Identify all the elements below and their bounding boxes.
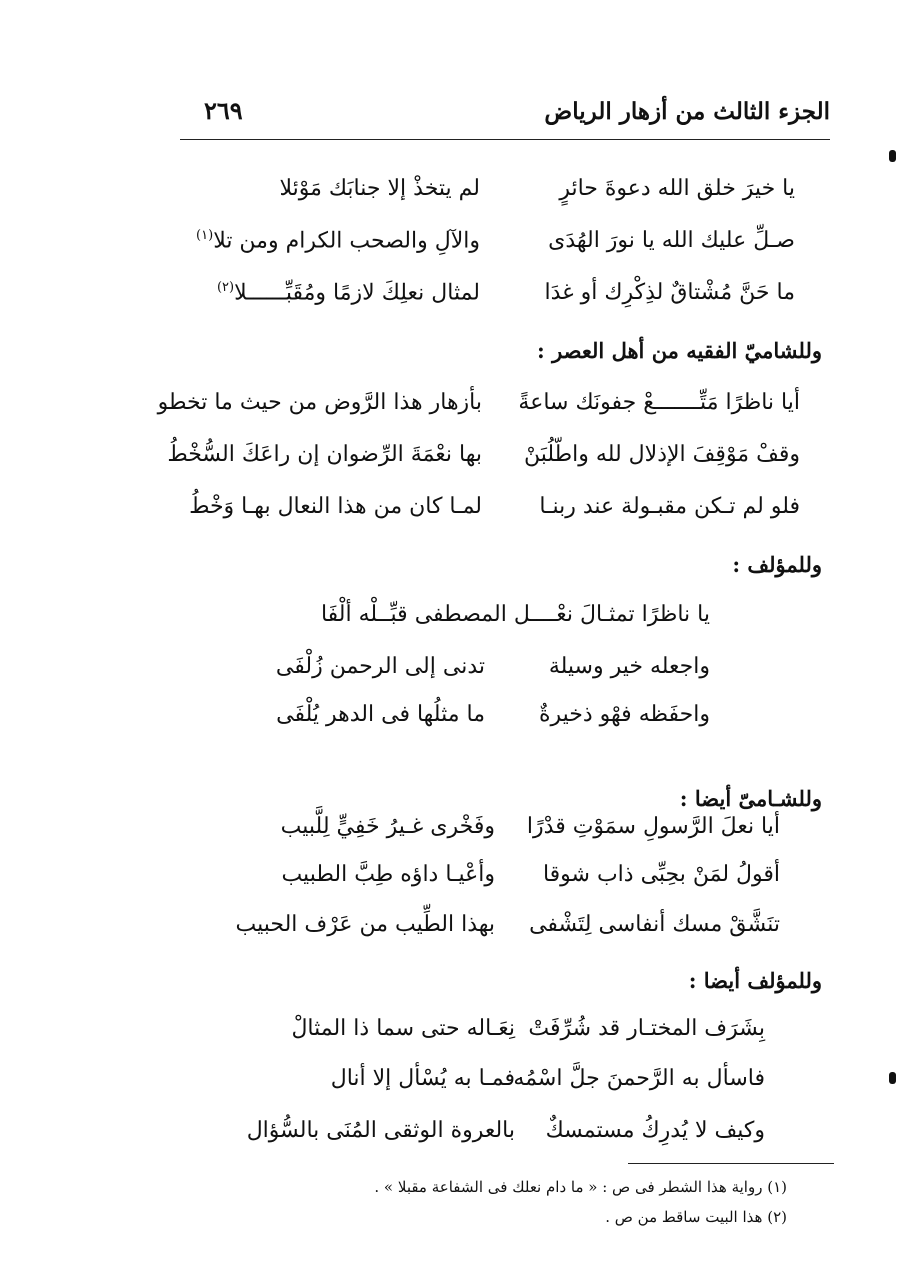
footnote-ref: (١) xyxy=(196,228,214,243)
attribution-heading: وللمؤلف أيضا : xyxy=(688,968,822,993)
verse-line xyxy=(250,1066,765,1110)
verse-line xyxy=(225,862,780,906)
attribution-heading: وللشـامىّ أيضا : xyxy=(679,786,822,811)
verse-second-hemistich: وفَخْرى غـيرُ خَفِيٍّ لِلَّبيب xyxy=(280,814,495,839)
verse-first-hemistich: واجعله خير وسيلة xyxy=(548,654,710,679)
running-title: الجزء الثالث من أزهار الرياض xyxy=(544,98,830,125)
verse-first-hemistich: تنَشَّقْ مسك أنفاسى لِتَشْفى xyxy=(529,912,780,937)
verse-full-line: يا ناظرًا تمثـالَ نعْــــل المصطفى قبِّــلْه ألْفَا xyxy=(320,602,710,627)
verse-second-hemistich: وأعْيـا داؤه طِبَّ الطبيب xyxy=(281,862,495,887)
verse-second-hemistich: لمثال نعلِكَ لازمًا ومُقَبِّــــــلا xyxy=(234,280,480,306)
verse-first-hemistich: يا خيرَ خلق الله دعوةَ حائرٍ xyxy=(559,176,795,201)
verse-line xyxy=(170,176,795,220)
verse-first-hemistich: أيا نعلَ الرَّسولِ سمَوْتِ قدْرًا xyxy=(526,814,780,839)
verse-second-hemistich: بأزهار هذا الرَّوض من حيث ما تخطو xyxy=(157,390,482,415)
verse-second-hemistich: نِعَـاله حتى سما ذا المثالْ xyxy=(291,1016,515,1041)
verse-second-hemistich: لمـا كان من هذا النعال بهـا وَخْطُ xyxy=(189,494,482,519)
verse-second-hemistich: فمـا به يُسْأل إلا أنال xyxy=(330,1066,515,1091)
verse-first-hemistich: صـلِّ عليك الله يا نورَ الهُدَى xyxy=(548,228,795,253)
verse-line xyxy=(170,494,800,538)
verse-second-hemistich: والآلِ والصحب الكرام ومن تلا xyxy=(213,228,480,254)
verse-line-lead xyxy=(280,602,710,646)
verse-first-hemistich: ما حَنَّ مُشْتاقٌ لذِكْرِك أو غدَا xyxy=(544,280,795,305)
verse-line xyxy=(250,1016,765,1060)
verse-first-hemistich: واحفَظه فهْو ذخيرةٌ xyxy=(538,702,710,727)
verse-line xyxy=(246,1118,765,1162)
verse-line xyxy=(225,814,780,858)
footnote-2: (٢) هذا البيت ساقط من ص . xyxy=(605,1208,787,1226)
verse-second-hemistich: بهذا الطِّيب من عَرْف الحبيب xyxy=(235,912,495,937)
header-rule xyxy=(180,139,830,140)
verse-line xyxy=(276,702,710,746)
verse-first-hemistich: أقولُ لمَنْ بحِبِّى ذاب شوقا xyxy=(542,862,780,887)
footnote-1: (١) رواية هذا الشطر فى ص : « ما دام نعلك فى الشفاعة مقبلا » . xyxy=(374,1178,787,1196)
attribution-heading: وللشاميّ الفقيه من أهل العصر : xyxy=(537,338,822,363)
verse-line xyxy=(170,280,795,324)
verse-first-hemistich: فاسأل به الرَّحمنَ جلَّ اسْمُه xyxy=(513,1066,765,1091)
verse-first-hemistich: وقفْ مَوْقِفَ الإذلال لله واطّلُبَنْ xyxy=(523,442,800,467)
verse-first-hemistich: بِشَرَف المختـار قد شُرِّفَتْ xyxy=(528,1016,765,1041)
verse-second-hemistich: بالعروة الوثقى المُنَى بالسُّؤال xyxy=(246,1118,515,1143)
attribution-heading: وللمؤلف : xyxy=(732,552,822,577)
verse-line xyxy=(275,654,710,698)
verse-second-hemistich: بها نعْمَةَ الرِّضوان إن راعَكَ السُّخْطُ xyxy=(167,442,482,467)
margin-mark-bottom xyxy=(889,1072,896,1084)
page-number: ٢٦٩ xyxy=(204,96,243,125)
footnote-rule xyxy=(628,1163,834,1164)
margin-mark-top xyxy=(889,150,896,162)
page-header xyxy=(180,94,830,134)
verse-first-hemistich: فلو لم تـكن مقبـولة عند ربنـا xyxy=(539,494,800,519)
verse-line xyxy=(157,390,800,434)
verse-line xyxy=(170,228,795,272)
verse-first-hemistich: أيا ناظرًا مَتِّـــــــعْ جفونَك ساعةً xyxy=(518,390,800,415)
verse-first-hemistich: وكيف لا يُدرِكُ مستمسكٌ xyxy=(545,1118,765,1143)
verse-second-hemistich: لم يتخذْ إلا جنابَك مَوْئلا xyxy=(279,176,480,201)
verse-second-hemistich: ما مثلُها فى الدهر يُلْفَى xyxy=(276,702,485,727)
verse-line xyxy=(167,442,800,486)
footnote-ref: (٢) xyxy=(216,280,235,295)
verse-line xyxy=(225,912,780,956)
verse-second-hemistich: تدنى إلى الرحمن زُلْفَى xyxy=(275,654,485,679)
